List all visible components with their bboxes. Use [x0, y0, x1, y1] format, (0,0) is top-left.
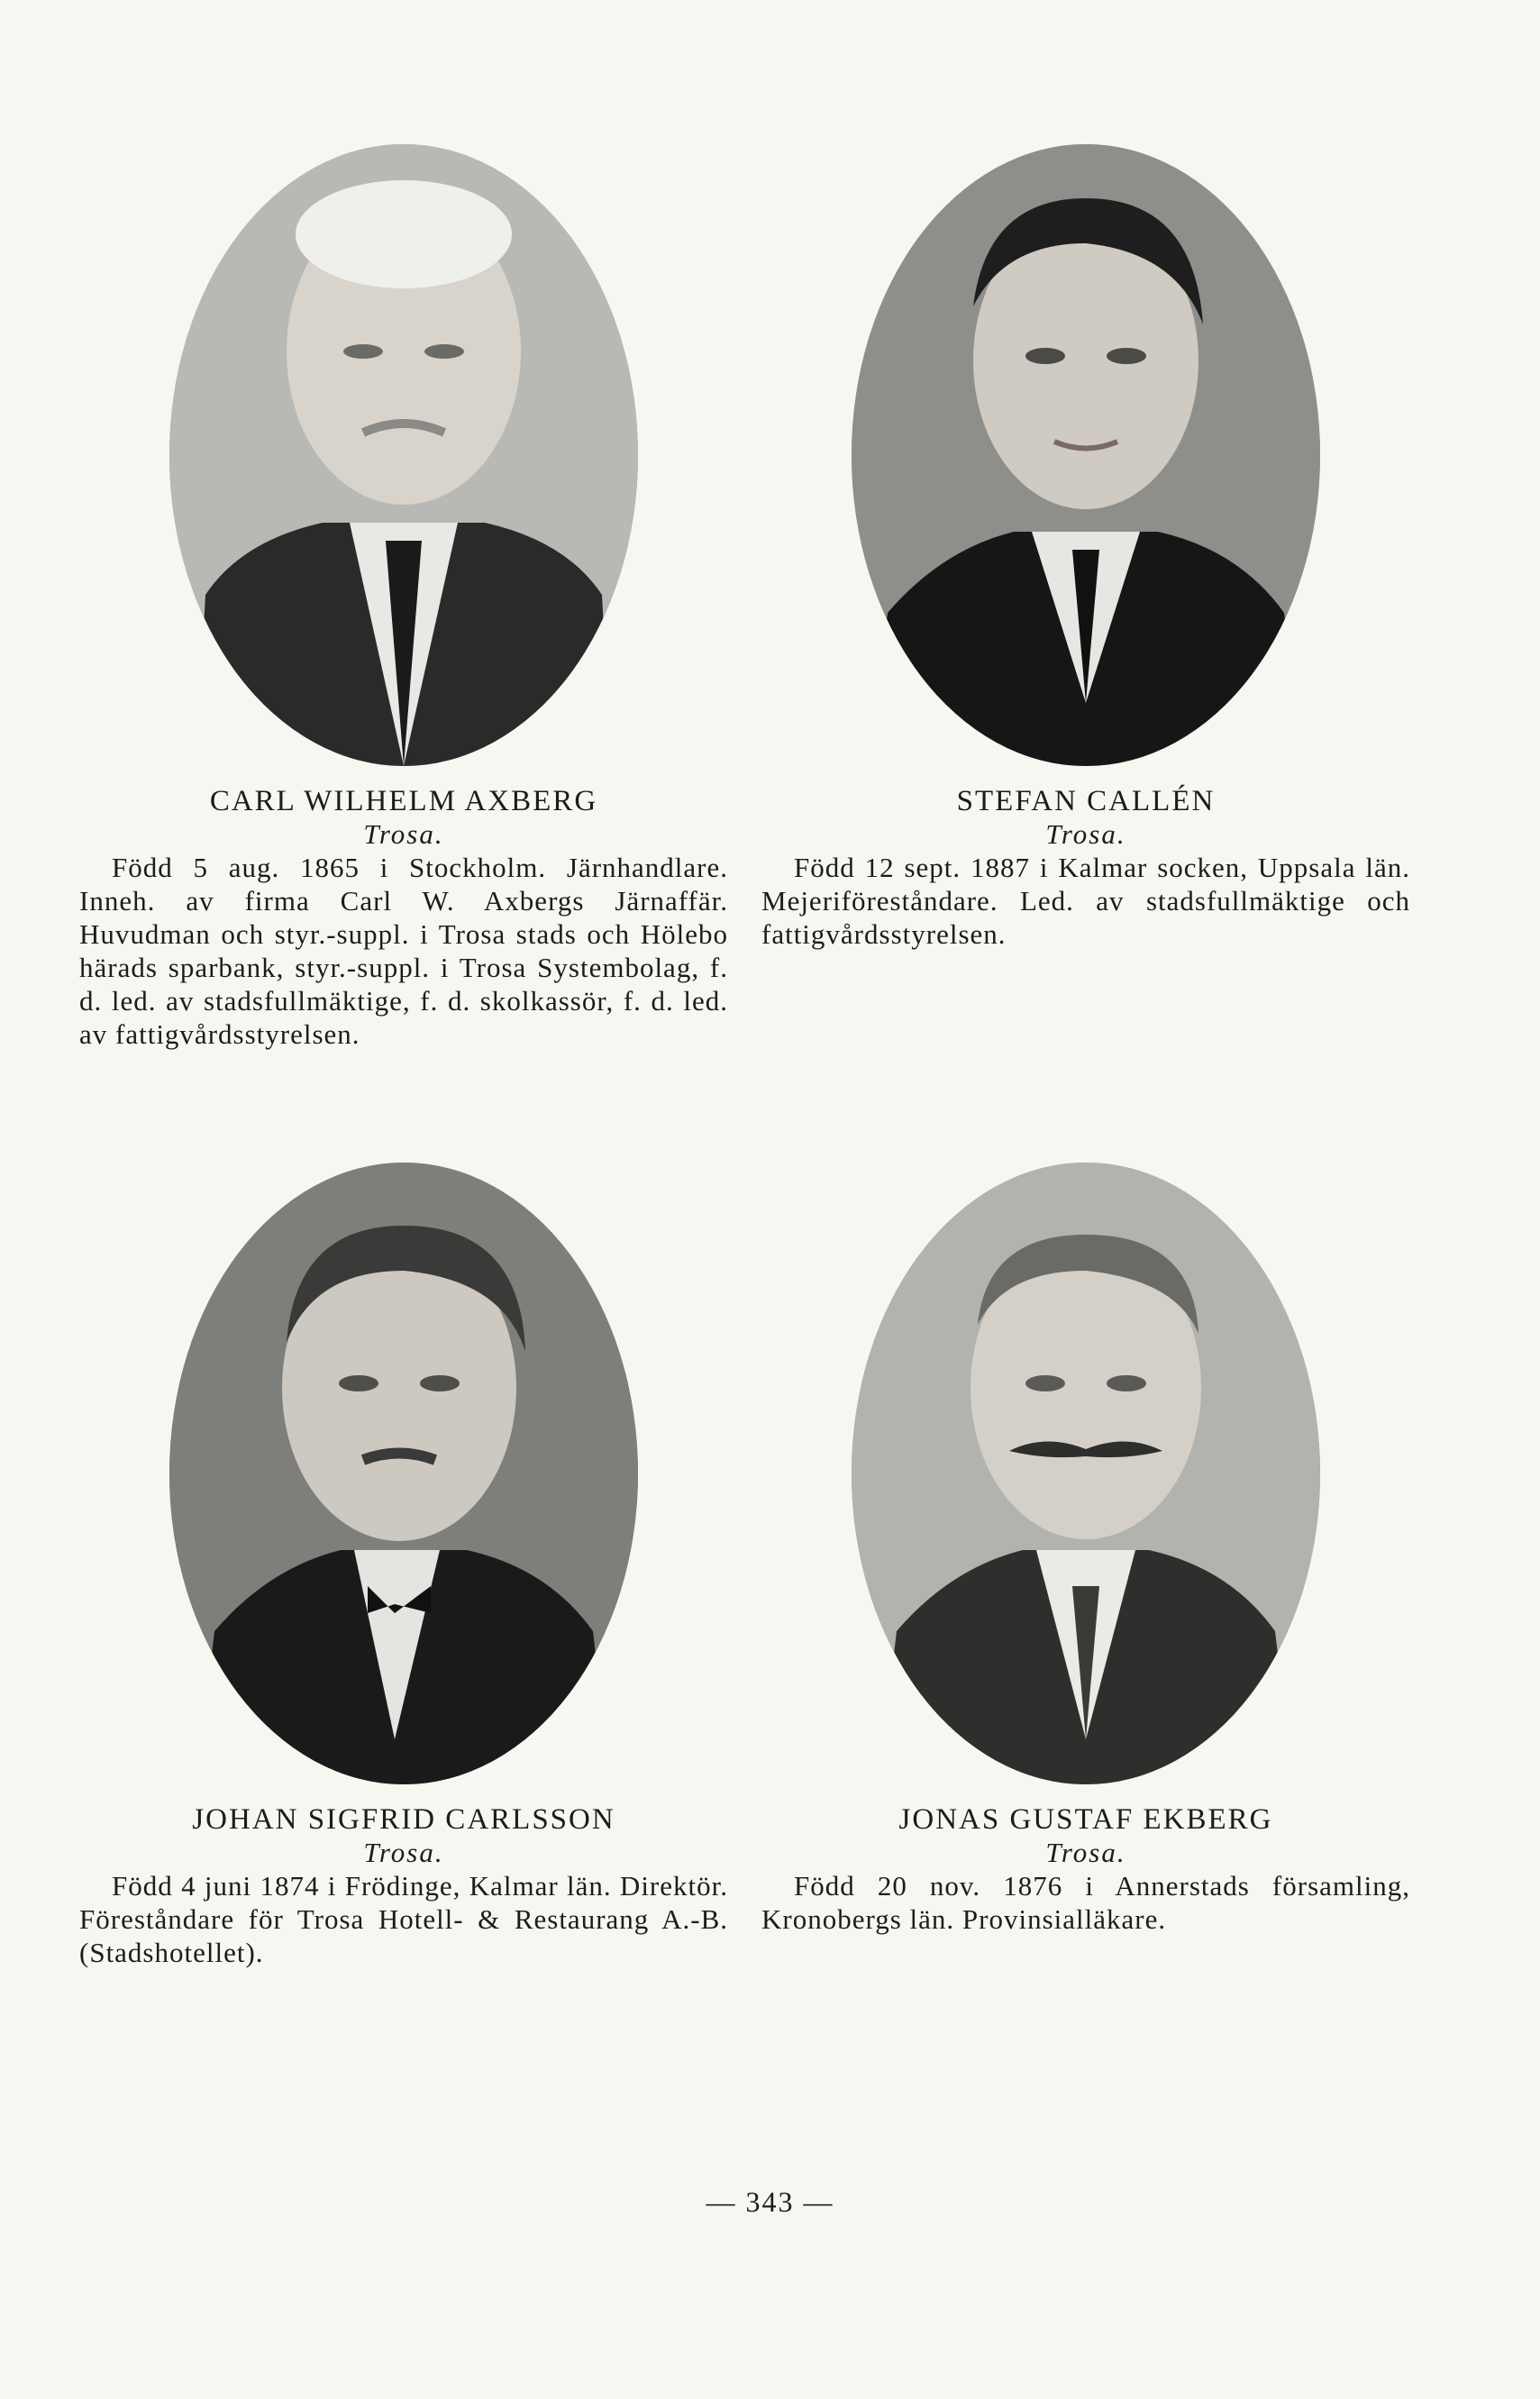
person-biography: Född 4 juni 1874 i Frödinge, Kalmar län. Direktör. Föreståndare för Trosa Hotell- & Restaurang A.-B. (Stadshotellet).: [79, 1870, 728, 1968]
person-name: JOHAN SIGFRID CARLSSON: [192, 1803, 615, 1836]
person-place: Trosa.: [1045, 1837, 1126, 1868]
portrait-photo: [852, 1163, 1320, 1784]
person-biography: Född 5 aug. 1865 i Stockholm. Järnhandlare. Inneh. av firma Carl W. Axbergs Järnaffär. Huvudman och styr.-suppl. i Trosa stads och Hölebo härads sparbank, styr.-suppl. i Trosa Systembolag, f. d. led. av stadsfullmäktige, f. d. skolkassör, f. d. led. av fattigvårdsstyrelsen.: [79, 852, 728, 1050]
person-name: JONAS GUSTAF EKBERG: [898, 1803, 1273, 1836]
person-place: Trosa.: [363, 1837, 444, 1868]
person-name: STEFAN CALLÉN: [956, 785, 1216, 817]
person-place: Trosa.: [1045, 818, 1126, 850]
portrait-photo: [852, 144, 1320, 766]
portrait-photo: [169, 144, 638, 766]
biography-entry: [761, 1163, 1410, 1936]
person-biography: Född 12 sept. 1887 i Kalmar socken, Uppsala län. Mejeriföreståndare. Led. av stadsfullmäktige och fattigvårdsstyrelsen.: [761, 852, 1410, 950]
person-name: CARL WILHELM AXBERG: [209, 785, 598, 817]
person-place: Trosa.: [363, 818, 444, 850]
biography-entry: [761, 144, 1410, 951]
portrait-photo: [169, 1163, 638, 1784]
page-number: — 343 —: [706, 2185, 834, 2218]
person-biography: Född 20 nov. 1876 i Annerstads församling, Kronobergs län. Provinsialläkare.: [761, 1870, 1410, 1935]
biography-entry: [79, 1163, 728, 1969]
biography-entry: [79, 144, 728, 1051]
